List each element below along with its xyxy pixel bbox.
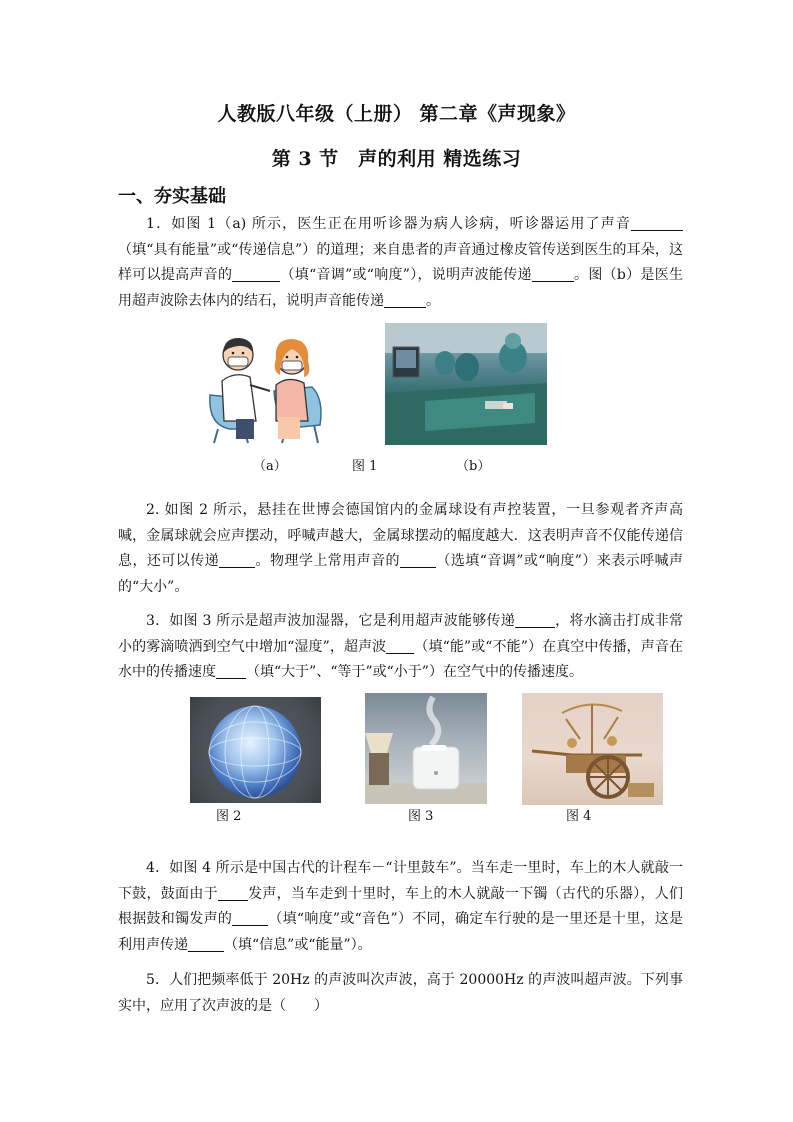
q1-blank-1 bbox=[631, 215, 683, 231]
q2-text-c: （选填“音调”或“响度”）来表示呼喊声的“大小”。 bbox=[118, 553, 684, 595]
question-5: 5．人们把频率低于 20Hz 的声波叫次声波，高于 20000Hz 的声波叫超声波。下列事实中，应用了次声波的是（ ） bbox=[118, 972, 683, 1014]
question-4 bbox=[118, 856, 683, 958]
q1-text-d: 。图（b）是医生用超声波除去体内的结石，说明声音能传递 bbox=[118, 267, 683, 309]
q4-text-c: （填“响度”或“音色”）不同，确定车行驶的是一里还是十里，这是利用声传递 bbox=[118, 911, 683, 953]
q3-text-a: 3．如图 3 所示是超声波加湿器，它是利用超声波能够传递 bbox=[146, 613, 515, 629]
figure-4-drum-cart bbox=[522, 693, 663, 805]
figure-1b-caption: （b） bbox=[456, 459, 491, 474]
q3-text-c: （填“能”或“不能”）在真空中传播，声音在水中的传播速度 bbox=[118, 638, 683, 680]
doc-title: 人教版八年级（上册） 第二章《声现象》 bbox=[217, 103, 576, 125]
q3-blank-1 bbox=[515, 612, 555, 628]
section-heading: 一、夯实基础 bbox=[118, 186, 226, 207]
q4-blank-2 bbox=[232, 910, 268, 926]
q2-blank-2 bbox=[400, 552, 436, 568]
q1-blank-2 bbox=[232, 266, 280, 282]
question-1 bbox=[118, 212, 683, 314]
figure-2-caption: 图 2 bbox=[216, 809, 242, 824]
q2-text-a: 2. 如图 2 所示，悬挂在世博会德国馆内的金属球设有声控装置，一旦参观者齐声高喊，金属球就会应声摆动，呼喊声越大，金属球摆动的幅度越大．这表明声音不仅能传递信息，还可以传递 bbox=[118, 502, 683, 569]
figure-3-caption: 图 3 bbox=[408, 809, 434, 824]
q1-blank-4 bbox=[384, 292, 426, 308]
question-3 bbox=[118, 609, 683, 686]
q4-text-a: 4．如图 4 所示是中国古代的计程车－“计里鼓车”。当车走一里时，车上的木人就敲一下鼓，鼓面由于 bbox=[118, 860, 683, 902]
q1-blank-3 bbox=[532, 266, 574, 282]
q1-text-e: 。 bbox=[426, 292, 440, 309]
q4-text-d: （填“信息”或“能量”）。 bbox=[224, 936, 372, 953]
figure-4-caption: 图 4 bbox=[566, 809, 592, 824]
figure-1a-caption: （a） bbox=[253, 459, 287, 474]
q1-text-c: （填“音调”或“响度”），说明声波能传递 bbox=[280, 267, 532, 283]
q1-text-a: 1．如图 1（a) 所示，医生正在用听诊器为病人诊病，听诊器运用了声音 bbox=[146, 216, 631, 232]
q4-text-b: 发声，当车走到十里时，车上的木人就敲一下镯（古代的乐器），人们根据鼓和镯发声的 bbox=[118, 885, 683, 927]
question-2 bbox=[118, 498, 683, 600]
q1-text-b: （填“具有能量”或“传递信息”）的道理；来自患者的声音通过橡皮管传送到医生的耳朵，这样可以提高声音的 bbox=[118, 241, 683, 283]
q2-blank-1 bbox=[219, 552, 255, 568]
q3-text-d: （填“大于”、“等于”或“小于”）在空气中的传播速度。 bbox=[246, 664, 583, 680]
figure-2-metal-sphere bbox=[190, 697, 321, 803]
figure-3-humidifier bbox=[365, 693, 487, 804]
figure-1-caption: 图 1 bbox=[352, 459, 378, 474]
q4-blank-1 bbox=[218, 885, 248, 901]
q3-text-b: ，将水滴击打成非常小的雾滴喷洒到空气中增加“湿度”，超声波 bbox=[118, 613, 684, 655]
figure-1b-surgery-photo bbox=[385, 323, 547, 445]
q3-blank-2 bbox=[386, 638, 414, 654]
q2-text-b: 。物理学上常用声音的 bbox=[255, 553, 400, 569]
q4-blank-3 bbox=[188, 936, 224, 952]
doc-subtitle: 第 3 节 声的利用 精选练习 bbox=[271, 148, 522, 170]
figure-1a-doctor-cartoon bbox=[204, 325, 328, 445]
q3-blank-3 bbox=[216, 663, 246, 679]
